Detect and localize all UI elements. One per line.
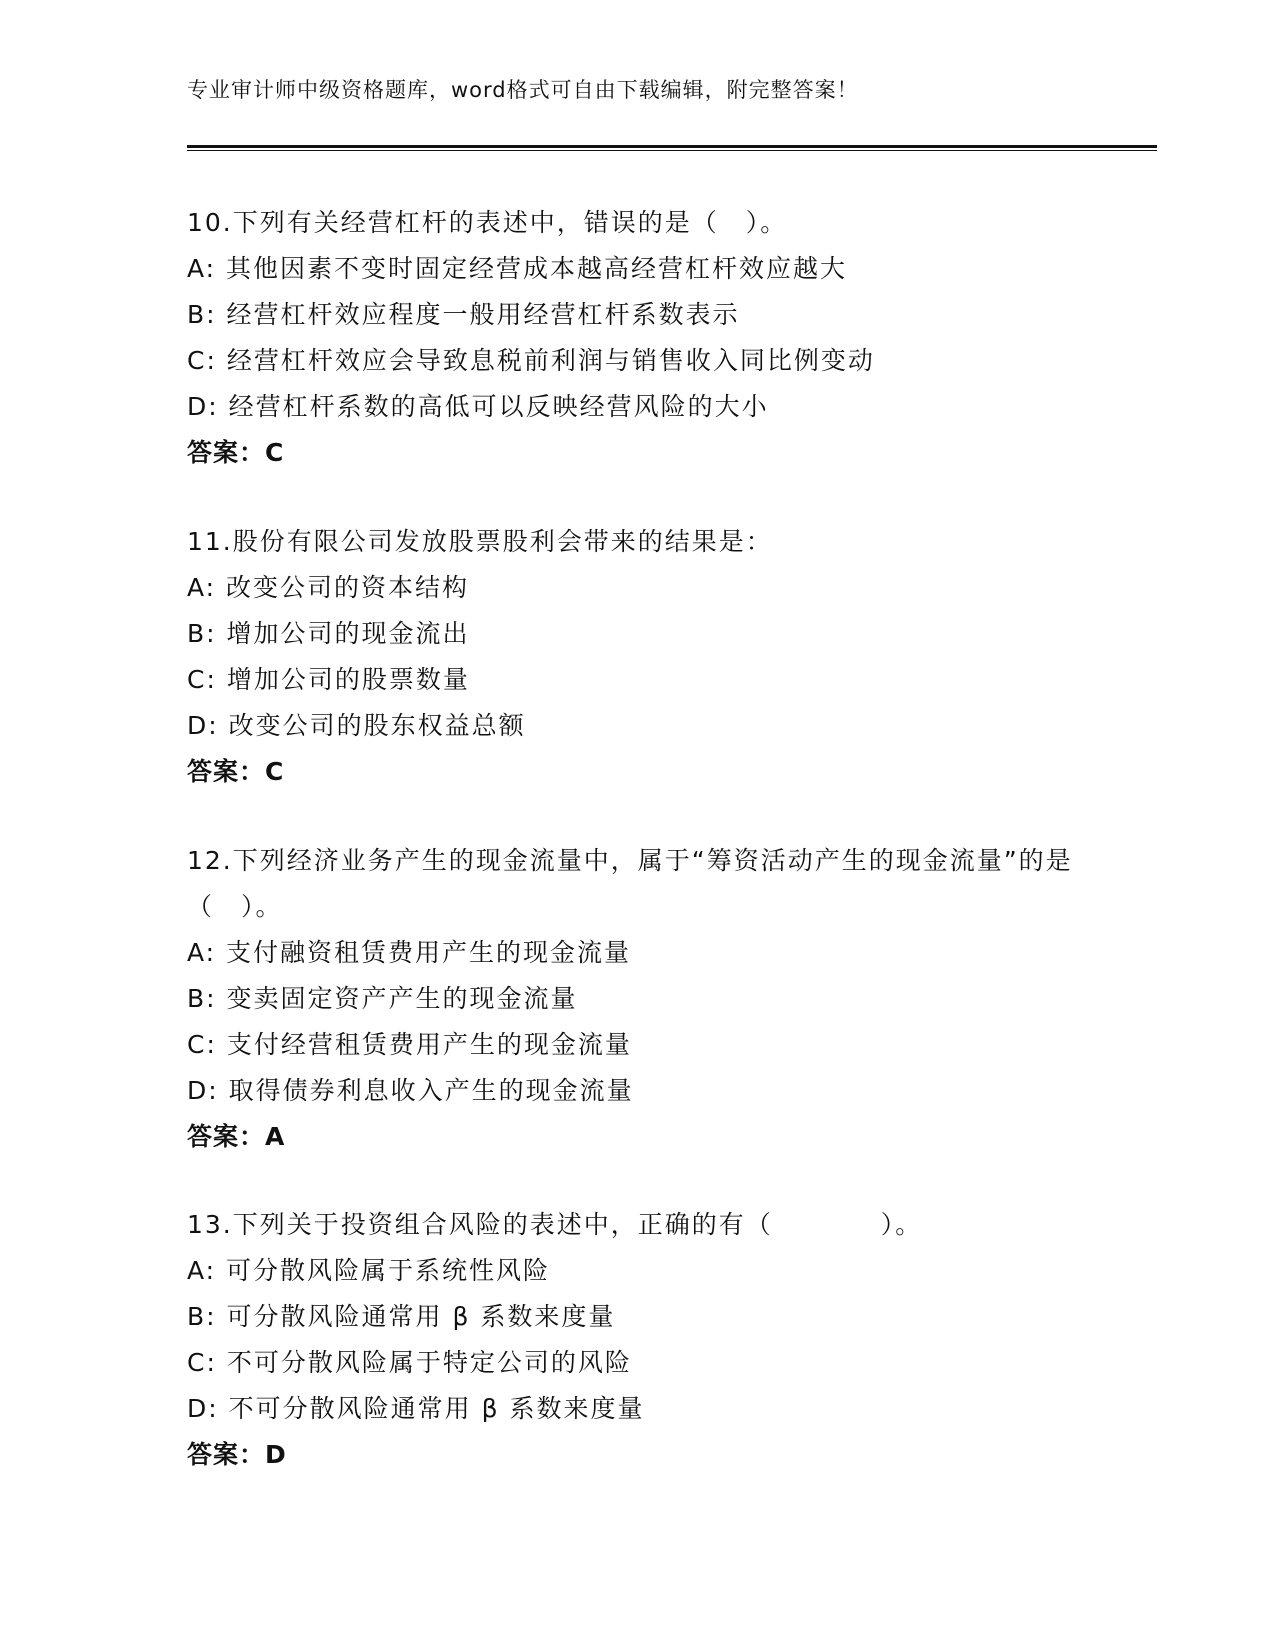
question-stem: 11.股份有限公司发放股票股利会带来的结果是： (187, 527, 773, 556)
question-stem: 13.下列关于投资组合风险的表述中，正确的有（ ）。 (187, 1210, 923, 1239)
option-b: B: 增加公司的现金流出 (187, 619, 470, 648)
question-13 (187, 1202, 1087, 1478)
option-b: B: 变卖固定资产产生的现金流量 (187, 984, 578, 1013)
question-stem: 10.下列有关经营杠杆的表述中，错误的是（ ）。 (187, 208, 788, 237)
document-header: 专业审计师中级资格题库，word格式可自由下载编辑，附完整答案！ (187, 78, 859, 102)
answer: 答案：C (187, 438, 285, 467)
option-a: A: 可分散风险属于系统性风险 (187, 1256, 551, 1285)
option-d: D: 取得债券利息收入产生的现金流量 (187, 1076, 634, 1105)
question-12 (187, 838, 1087, 1160)
option-d: D: 不可分散风险通常用 β 系数来度量 (187, 1394, 645, 1423)
answer: 答案：C (187, 757, 285, 786)
header-divider (187, 145, 1157, 148)
option-c: C: 增加公司的股票数量 (187, 665, 470, 694)
option-a: A: 支付融资租赁费用产生的现金流量 (187, 938, 632, 967)
option-a: A: 改变公司的资本结构 (187, 573, 470, 602)
option-d: D: 经营杠杆系数的高低可以反映经营风险的大小 (187, 392, 769, 421)
question-stem: 12.下列经济业务产生的现金流量中，属于“筹资活动产生的现金流量”的是（ ）。 (187, 846, 1073, 921)
header-divider-thin (187, 150, 1157, 151)
answer: 答案：A (187, 1122, 286, 1151)
option-b: B: 可分散风险通常用 β 系数来度量 (187, 1302, 616, 1331)
option-c: C: 支付经营租赁费用产生的现金流量 (187, 1030, 632, 1059)
option-c: C: 不可分散风险属于特定公司的风险 (187, 1348, 632, 1377)
option-d: D: 改变公司的股东权益总额 (187, 711, 526, 740)
option-a: A: 其他因素不变时固定经营成本越高经营杠杆效应越大 (187, 254, 848, 283)
answer: 答案：D (187, 1440, 287, 1469)
option-b: B: 经营杠杆效应程度一般用经营杠杆系数表示 (187, 300, 740, 329)
question-10 (187, 200, 1087, 476)
option-c: C: 经营杠杆效应会导致息税前利润与销售收入同比例变动 (187, 346, 875, 375)
question-11 (187, 519, 1087, 795)
